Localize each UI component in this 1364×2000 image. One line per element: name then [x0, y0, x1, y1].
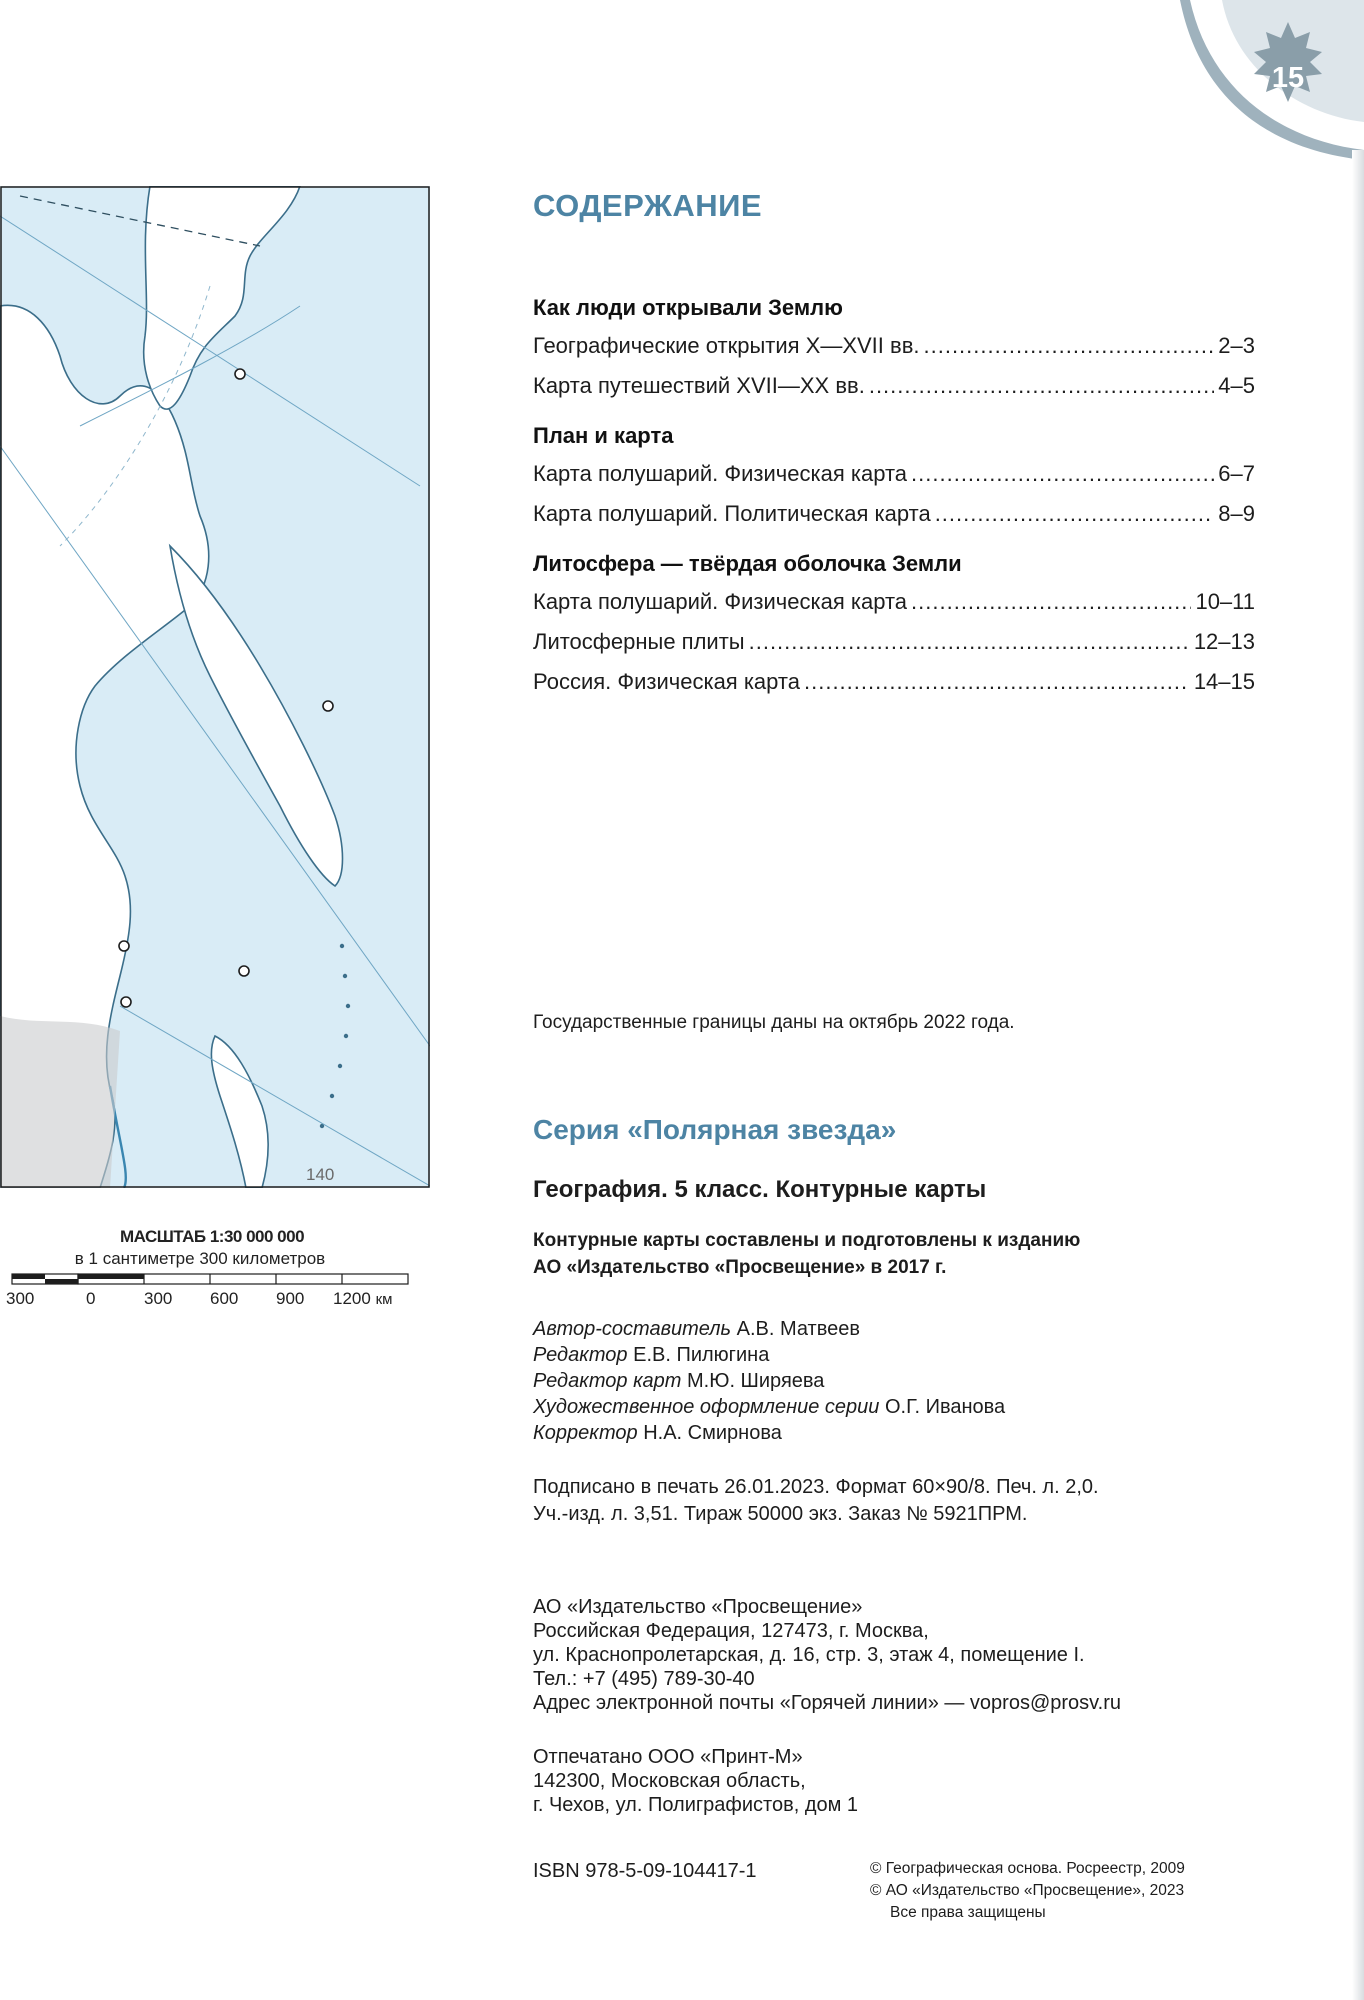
- toc-item-pages: 12–13: [1193, 629, 1255, 654]
- print-info-line: Уч.-изд. л. 3,51. Тираж 50000 экз. Заказ № 5921ПРМ.: [533, 1503, 1028, 1525]
- credit-line: [533, 1396, 1005, 1419]
- toc-item[interactable]: [533, 461, 1255, 491]
- credit-role: Редактор: [533, 1344, 628, 1366]
- credit-role: Художественное оформление серии: [533, 1396, 880, 1418]
- copyright-line: © Географическая основа. Росреестр, 2009: [870, 1860, 1185, 1877]
- toc-item[interactable]: [533, 669, 1255, 699]
- toc-item-title: Карта полушарий. Физическая карта: [533, 589, 908, 614]
- toc-item-pages: 4–5: [1218, 373, 1255, 398]
- print-info-line: Подписано в печать 26.01.2023. Формат 60×90/8. Печ. л. 2,0.: [533, 1476, 1099, 1498]
- credit-line: [533, 1422, 782, 1445]
- publisher-line: Тел.: +7 (495) 789-30-40: [533, 1668, 755, 1690]
- page-number: 15: [1271, 62, 1305, 94]
- credit-line: [533, 1370, 824, 1393]
- toc-item-pages: 8–9: [1218, 501, 1255, 526]
- page-edge: [1352, 150, 1364, 2000]
- publisher-line: Адрес электронной почты «Горячей линии» — vopros@prosv.ru: [533, 1692, 1122, 1714]
- copyright-line: Все права защищены: [890, 1904, 1046, 1921]
- credit-name: Н.А. Смирнова: [643, 1422, 782, 1444]
- toc-section-heading: Литосфера — твёрдая оболочка Земли: [533, 551, 962, 576]
- toc-section-heading: План и карта: [533, 423, 674, 448]
- toc-item[interactable]: [533, 333, 1255, 363]
- credit-line: [533, 1344, 769, 1367]
- copyright-line: © АО «Издательство «Просвещение», 2023: [870, 1882, 1185, 1899]
- scale-bar: [10, 1272, 410, 1286]
- credit-name: А.В. Матвеев: [736, 1318, 860, 1340]
- scale-tick: 1200 км: [333, 1289, 393, 1308]
- prepared-line: АО «Издательство «Просвещение» в 2017 г.: [533, 1257, 947, 1278]
- printer-line: 142300, Московская область,: [533, 1770, 806, 1792]
- contour-map: [0, 186, 430, 1188]
- credit-name: М.Ю. Ширяева: [687, 1370, 825, 1392]
- toc-item-title: Географические открытия X—XVII вв.: [533, 333, 920, 358]
- scale-tick: 600: [210, 1289, 239, 1308]
- credit-name: Е.В. Пилюгина: [633, 1344, 770, 1366]
- toc-item-title: Карта полушарий. Политическая карта: [533, 501, 931, 526]
- publisher-line: АО «Издательство «Просвещение»: [533, 1596, 863, 1618]
- borders-note: Государственные границы даны на октябрь 2022 года.: [533, 1012, 1015, 1033]
- prepared-line: Контурные карты составлены и подготовлены к изданию: [533, 1230, 1081, 1251]
- credit-role: Автор-составитель: [533, 1318, 732, 1340]
- printer-line: Отпечатано ООО «Принт-М»: [533, 1746, 803, 1768]
- toc-item[interactable]: [533, 629, 1255, 659]
- map-degree-label: 140: [306, 1165, 335, 1184]
- scale-tick: 0: [86, 1289, 96, 1308]
- credit-name: О.Г. Иванова: [884, 1396, 1006, 1418]
- scale-unit: км: [375, 1291, 393, 1308]
- toc-item[interactable]: [533, 501, 1255, 531]
- toc-item-pages: 6–7: [1218, 461, 1255, 486]
- credit-line: [533, 1318, 860, 1341]
- scale-tick: 300: [144, 1289, 173, 1308]
- scale-title: МАСШТАБ 1:30 000 000: [119, 1227, 305, 1246]
- toc-section-heading: Как люди открывали Землю: [533, 295, 843, 320]
- toc-item-pages: 10–11: [1195, 589, 1255, 614]
- credit-role: Корректор: [533, 1422, 638, 1444]
- contents-title: СОДЕРЖАНИЕ: [533, 188, 763, 223]
- printer-line: г. Чехов, ул. Полиграфистов, дом 1: [533, 1794, 859, 1816]
- book-title: География. 5 класс. Контурные карты: [533, 1176, 987, 1203]
- toc-item[interactable]: [533, 373, 1255, 403]
- publisher-line: Российская Федерация, 127473, г. Москва,: [533, 1620, 929, 1642]
- scale-tick: 900: [276, 1289, 305, 1308]
- scale-tick: 300: [6, 1289, 35, 1308]
- toc-item-title: Карта полушарий. Физическая карта: [533, 461, 908, 486]
- credit-role: Редактор карт: [533, 1370, 682, 1392]
- toc-item-pages: 14–15: [1193, 669, 1255, 694]
- toc-item-title: Карта путешествий XVII—XX вв.: [533, 373, 865, 398]
- toc-item-title: Россия. Физическая карта: [533, 669, 800, 694]
- publisher-line: ул. Краснопролетарская, д. 16, стр. 3, этаж 4, помещение I.: [533, 1644, 1085, 1666]
- series-title: Серия «Полярная звезда»: [533, 1114, 897, 1145]
- toc-item[interactable]: [533, 589, 1255, 619]
- isbn: ISBN 978-5-09-104417-1: [533, 1860, 757, 1882]
- scale-subtitle: в 1 сантиметре 300 километров: [74, 1249, 326, 1268]
- toc-item-title: Литосферные плиты: [533, 629, 745, 654]
- toc-item-pages: 2–3: [1218, 333, 1255, 358]
